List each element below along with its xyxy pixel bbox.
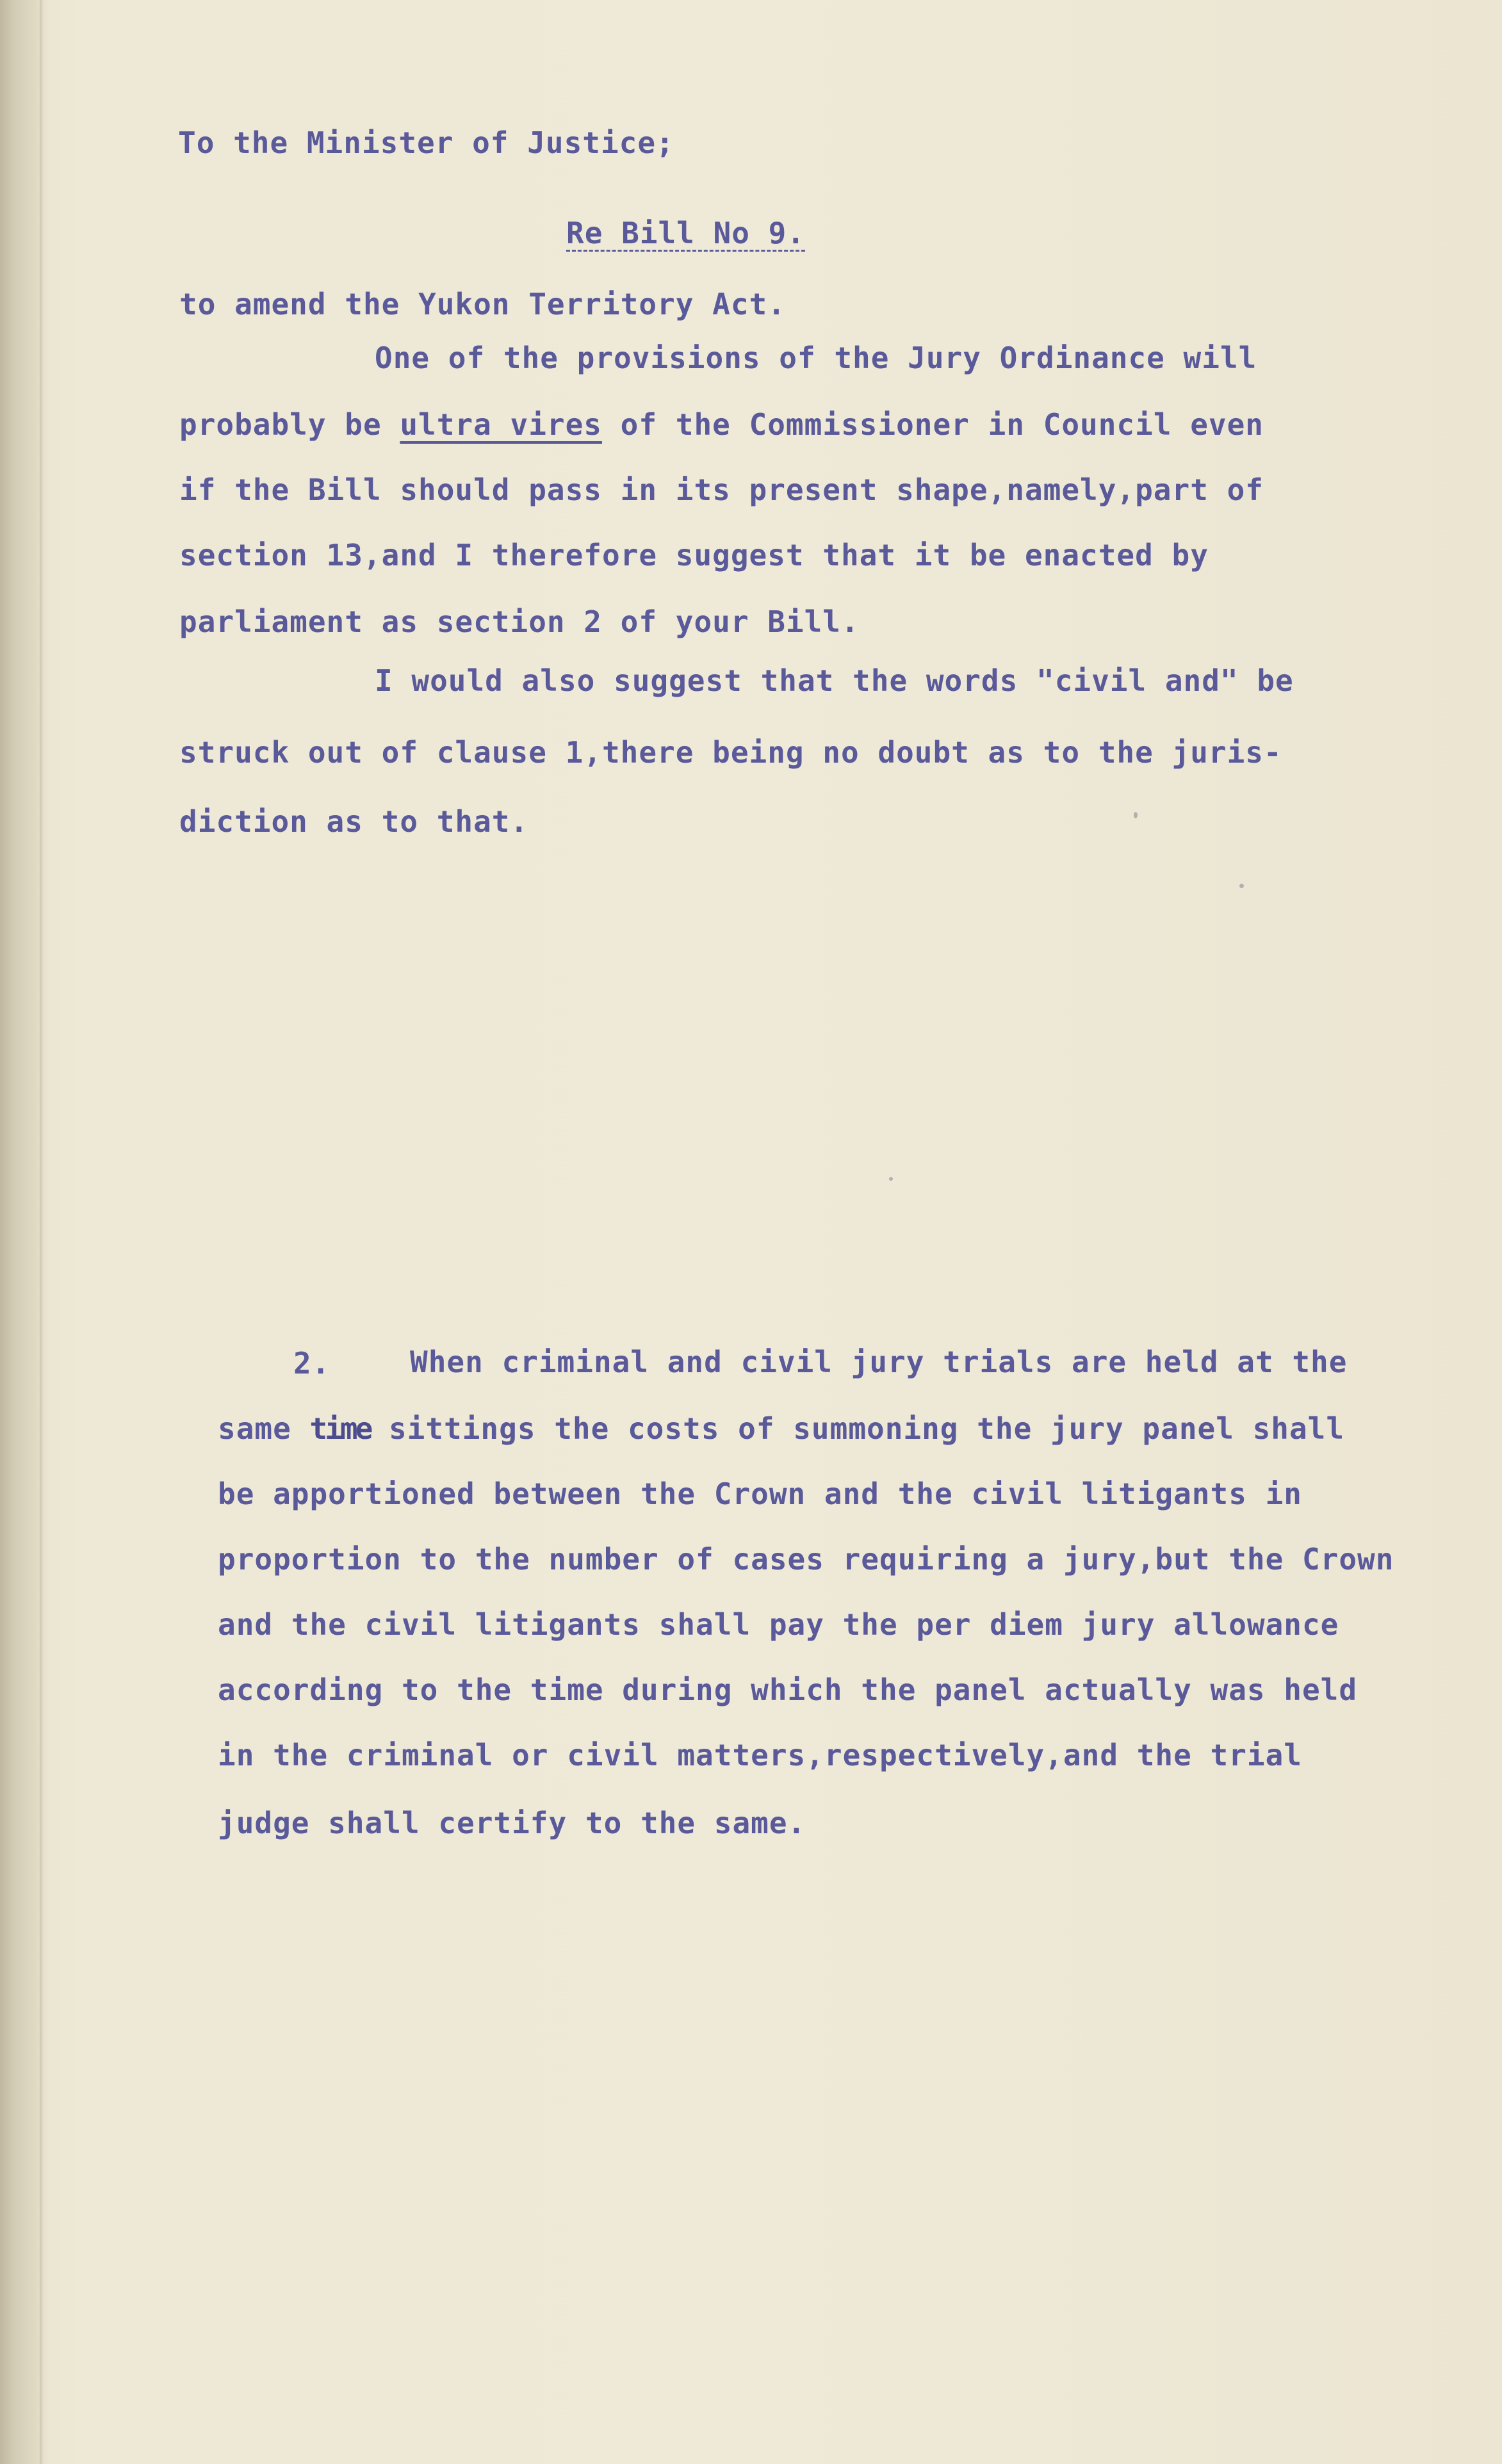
section-line4: proportion to the number of cases requiring a jury,but the Crown bbox=[218, 1542, 1394, 1576]
para1-line2-pre: probably be bbox=[179, 407, 400, 442]
section-line2 bbox=[218, 1411, 1344, 1446]
para1-line5: parliament as section 2 of your Bill. bbox=[179, 604, 860, 639]
section-line6: according to the time during which the panel actually was held bbox=[218, 1673, 1358, 1707]
para2-line2: struck out of clause 1,there being no doubt as to the juris- bbox=[179, 735, 1282, 770]
para2-line3: diction as to that. bbox=[179, 804, 529, 839]
para1-line2-post: of the Commissioner in Council even bbox=[601, 407, 1264, 442]
subject-line: to amend the Yukon Territory Act. bbox=[179, 287, 786, 321]
section-number: 2. bbox=[293, 1346, 331, 1381]
paper-speck bbox=[1134, 812, 1138, 818]
para1-line3: if the Bill should pass in its present shape,namely,part of bbox=[179, 473, 1264, 507]
section-line2-pre: same bbox=[218, 1411, 310, 1446]
para1-line4: section 13,and I therefore suggest that it be enacted by bbox=[179, 538, 1209, 572]
heading-bill-number: Re Bill No 9. bbox=[566, 216, 806, 250]
salutation: To the Minister of Justice; bbox=[178, 126, 674, 160]
paper-speck bbox=[1239, 884, 1244, 888]
section-line7: in the criminal or civil matters,respectively,and the trial bbox=[218, 1738, 1302, 1772]
page-fold-line bbox=[40, 0, 44, 2464]
para2-line1: I would also suggest that the words "civil and" be bbox=[375, 663, 1294, 698]
section-line5: and the civil litigants shall pay the per diem jury allowance bbox=[218, 1607, 1339, 1642]
section-line3: be apportioned between the Crown and the civil litigants in bbox=[218, 1477, 1302, 1511]
section-line2-post: sittings the costs of summoning the jury panel shall bbox=[370, 1411, 1345, 1446]
section-line8: judge shall certify to the same. bbox=[218, 1806, 806, 1840]
para1-line2 bbox=[179, 407, 1264, 442]
para1-line1: One of the provisions of the Jury Ordinance will bbox=[375, 341, 1257, 375]
struck-out-word: time bbox=[309, 1411, 371, 1446]
paper-speck bbox=[889, 1177, 893, 1181]
section-line1: When criminal and civil jury trials are held at the bbox=[410, 1345, 1348, 1379]
underlined-ultra-vires: ultra vires bbox=[400, 407, 602, 442]
